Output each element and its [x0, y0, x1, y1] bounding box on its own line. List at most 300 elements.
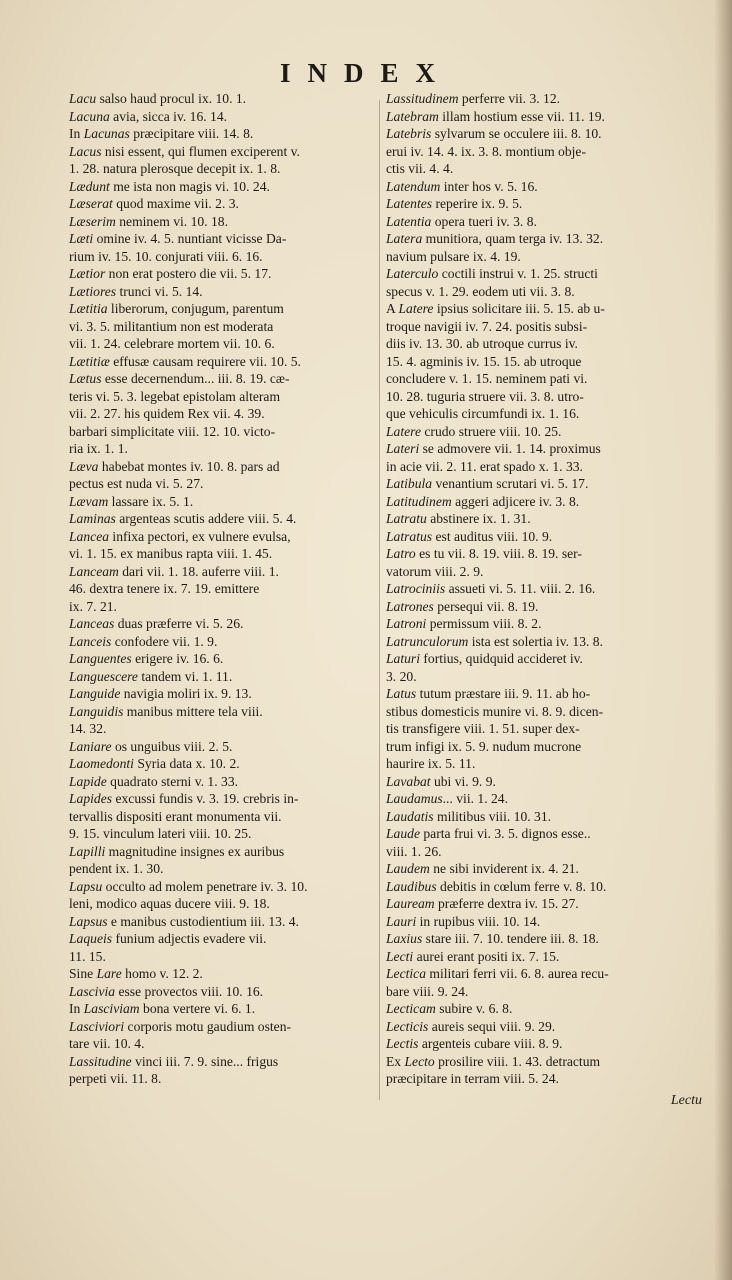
index-headword: Latera: [386, 231, 423, 246]
index-entry-line: [386, 213, 698, 231]
index-reference: esse provectos viii. 10. 16.: [115, 983, 264, 999]
index-entry-line: [69, 948, 374, 966]
index-entry-line: [386, 843, 698, 861]
index-entry-line: [69, 615, 374, 633]
index-entry-line: [69, 720, 374, 738]
index-reference: haurire ix. 5. 11.: [386, 756, 476, 771]
index-entry-line: [69, 1018, 374, 1036]
index-reference: navigia moliri ix. 9. 13.: [120, 686, 252, 701]
index-entry-line: [386, 143, 698, 161]
index-reference: bare viii. 9. 24.: [386, 983, 469, 999]
index-entry-line: [69, 213, 374, 231]
index-reference: fortius, quidquid accideret iv.: [420, 651, 583, 666]
index-headword: Lassitudinem: [386, 91, 459, 106]
index-reference: liberorum, conjugum, parentum: [107, 301, 284, 316]
index-reference: esse decernendum... iii. 8. 19. cæ-: [101, 371, 290, 386]
index-reference: 46. dextra tenere ix. 7. 19. emittere: [69, 581, 260, 596]
index-headword: Latibula: [386, 476, 433, 491]
index-headword: Lapide: [69, 773, 107, 789]
index-headword: Latentia: [386, 213, 432, 229]
index-entry-line: [386, 930, 698, 948]
index-reference: vi. 1. 15. ex manibus rapta viii. 1. 45.: [69, 546, 273, 561]
index-reference: ix. 7. 21.: [69, 598, 117, 614]
index-reference: In: [69, 1001, 84, 1016]
index-headword: Lectica: [386, 966, 427, 981]
index-entry-line: [69, 125, 374, 143]
index-entry-line: [69, 685, 374, 703]
index-entry-line: [69, 283, 374, 301]
index-reference: tis transfigere viii. 1. 51. super dex-: [386, 721, 580, 736]
index-entry-line: [386, 755, 698, 773]
index-reference: aggeri adjicere iv. 3. 8.: [451, 493, 580, 509]
index-reference: in acie vii. 2. 11. erat spado x. 1. 33.: [386, 458, 583, 474]
index-headword: Lætior: [69, 266, 106, 281]
index-reference: præcipitare viii. 14. 8.: [129, 126, 254, 141]
index-headword: Latus: [386, 686, 417, 701]
index-entry-line: [69, 930, 374, 948]
index-reference: ubi vi. 9. 9.: [430, 773, 496, 789]
index-reference: illam hostium esse vii. 11. 19.: [438, 108, 605, 124]
index-entry-line: [386, 248, 698, 266]
index-reference: præferre dextra iv. 15. 27.: [434, 896, 579, 911]
index-reference: 3. 20.: [386, 668, 417, 684]
index-reference: tandem vi. 1. 11.: [137, 668, 233, 684]
index-entry-line: [386, 720, 698, 738]
index-entry-line: [69, 353, 374, 371]
index-entry-line: [386, 178, 698, 196]
index-reference: corporis motu gaudium osten-: [124, 1018, 292, 1034]
index-headword: Laudibus: [386, 878, 437, 894]
index-entry-line: [386, 440, 698, 458]
index-entry-line: [69, 1070, 374, 1088]
index-entry-line: [69, 195, 374, 213]
index-headword: Languescere: [69, 668, 138, 684]
index-headword: Lævam: [69, 493, 109, 509]
index-reference: stare iii. 7. 10. tendere iii. 8. 18.: [422, 931, 599, 946]
index-entry-line: [69, 318, 374, 336]
index-headword: Lare: [96, 966, 122, 981]
index-reference: barbari simplicitate viii. 12. 10. victo-: [69, 423, 276, 439]
index-reference: 10. 28. tuguria struere vii. 3. 8. utro-: [386, 388, 584, 404]
index-entry-line: [69, 860, 374, 878]
index-entry-line: [386, 580, 698, 598]
index-headword: Latratus: [386, 528, 433, 544]
index-headword: Lanceas: [69, 616, 115, 631]
index-headword: Laomedonti: [69, 756, 134, 771]
index-reference: perferre vii. 3. 12.: [458, 91, 561, 106]
index-entry-line: [386, 615, 698, 633]
index-headword: Lascivia: [69, 983, 116, 999]
index-entry-line: [69, 160, 374, 178]
index-entry-line: [386, 545, 698, 563]
index-headword: Lapsu: [69, 878, 103, 894]
index-entry-line: [69, 913, 374, 931]
index-headword: Laudatis: [386, 808, 434, 824]
index-reference: vinci iii. 7. 9. sine... frigus: [131, 1053, 279, 1069]
index-entry-line: [69, 475, 374, 493]
index-reference: me ista non magis vi. 10. 24.: [109, 178, 270, 194]
index-reference: homo v. 12. 2.: [121, 966, 203, 981]
index-entry-line: [69, 738, 374, 756]
index-entry-line: [69, 755, 374, 773]
index-entry-line: [386, 965, 698, 983]
index-entry-line: [386, 738, 698, 756]
index-headword: Latentes: [386, 196, 433, 211]
index-headword: Læserat: [69, 196, 113, 211]
index-reference: erigere iv. 16. 6.: [131, 651, 224, 666]
index-reference: diis iv. 13. 30. ab utroque currus iv.: [386, 336, 578, 351]
index-entry-line: [386, 1035, 698, 1053]
index-entry-line: [69, 895, 374, 913]
index-headword: Latere: [398, 301, 434, 316]
index-reference: In: [69, 126, 84, 141]
index-headword: Laude: [386, 826, 420, 841]
index-reference: 11. 15.: [69, 948, 106, 964]
index-headword: Latitudinem: [386, 493, 452, 509]
index-reference: debitis in cœlum ferre v. 8. 10.: [436, 878, 607, 894]
index-headword: Lectis: [386, 1036, 419, 1051]
index-entry-line: [69, 90, 374, 108]
index-reference: vi. 3. 5. militantium non est moderata: [69, 318, 274, 334]
index-headword: Latro: [386, 546, 416, 561]
index-entry-line: [69, 598, 374, 616]
index-headword: Laterculo: [386, 266, 439, 281]
index-headword: Læti: [69, 231, 94, 246]
index-entry-line: [69, 143, 374, 161]
index-headword: Languide: [69, 686, 121, 701]
index-entry-line: [69, 388, 374, 406]
index-reference: in rupibus viii. 10. 14.: [416, 913, 541, 929]
index-entry-line: [69, 248, 374, 266]
index-entry-line: [386, 563, 698, 581]
index-entry-line: [69, 458, 374, 476]
index-reference: opera tueri iv. 3. 8.: [431, 213, 537, 229]
index-reference: coctili instrui v. 1. 25. structi: [438, 266, 598, 281]
index-entry-line: [386, 825, 698, 843]
index-headword: Latrones: [386, 598, 434, 614]
index-reference: aureis sequi viii. 9. 29.: [428, 1018, 556, 1034]
index-reference: omine iv. 4. 5. nuntiant vicisse Da-: [93, 231, 287, 246]
index-headword: Latendum: [386, 178, 441, 194]
index-entry-line: [69, 493, 374, 511]
index-entry-line: [69, 230, 374, 248]
index-headword: Latrunculorum: [386, 633, 469, 649]
index-reference: parta frui vi. 3. 5. dignos esse..: [419, 826, 591, 841]
index-entry-line: [386, 685, 698, 703]
index-reference: perpeti vii. 11. 8.: [69, 1071, 162, 1086]
index-reference: effusæ causam requirere vii. 10. 5.: [109, 353, 301, 369]
index-reference: se admovere vii. 1. 14. proximus: [419, 441, 601, 456]
index-entry-line: [386, 370, 698, 388]
index-headword: Lavabat: [386, 773, 431, 789]
index-entry-line: [69, 580, 374, 598]
index-reference: 9. 15. vinculum lateri viii. 10. 25.: [69, 826, 252, 841]
index-entry-line: [386, 195, 698, 213]
index-entry-line: [386, 1070, 698, 1088]
index-reference: pendent ix. 1. 30.: [69, 861, 164, 876]
index-reference: troque navigii iv. 7. 24. positis subsi-: [386, 318, 588, 334]
index-reference: ria ix. 1. 1.: [69, 441, 128, 456]
index-reference: ... vii. 1. 24.: [442, 791, 508, 806]
index-entry-line: [386, 598, 698, 616]
index-entry-line: [69, 423, 374, 441]
index-reference: dari vii. 1. 18. auferre viii. 1.: [118, 563, 279, 579]
index-headword: Lecti: [386, 948, 414, 964]
index-reference: assueti vi. 5. 11. viii. 2. 16.: [445, 581, 596, 596]
index-reference: Ex: [386, 1053, 405, 1069]
index-entry-line: [386, 300, 698, 318]
index-entry-line: [386, 388, 698, 406]
index-headword: Lasciviori: [69, 1018, 125, 1034]
index-headword: Laudamus: [386, 791, 443, 806]
index-headword: Lapides: [69, 791, 113, 806]
index-headword: Læva: [69, 458, 99, 474]
index-reference: militari ferri vii. 6. 8. aurea recu-: [426, 966, 609, 981]
page-heading: INDEX: [279, 58, 452, 88]
index-reference: abstinere ix. 1. 31.: [426, 511, 531, 526]
index-entry-line: [69, 1053, 374, 1071]
index-entry-line: [69, 335, 374, 353]
index-reference: Sine: [69, 966, 97, 981]
index-entry-line: [386, 1018, 698, 1036]
index-reference: trunci vi. 5. 14.: [116, 283, 203, 299]
index-headword: Latebris: [386, 126, 432, 141]
index-entry-line: [69, 843, 374, 861]
index-entry-line: [69, 983, 374, 1001]
index-headword: Lacuna: [69, 108, 110, 124]
index-reference: inter hos v. 5. 16.: [440, 178, 538, 194]
index-headword: Lecto: [404, 1053, 435, 1069]
index-entry-line: [386, 1000, 698, 1018]
index-entry-line: [386, 160, 698, 178]
index-reference: leni, modico aquas ducere viii. 9. 18.: [69, 896, 270, 911]
index-headword: Laturi: [386, 651, 420, 666]
index-reference: avia, sicca iv. 16. 14.: [109, 108, 228, 124]
index-entry-line: [69, 563, 374, 581]
index-entry-line: [69, 633, 374, 651]
index-headword: Lædunt: [69, 178, 110, 194]
index-reference: nisi essent, qui flumen exciperent v.: [101, 143, 300, 159]
index-reference: salso haud procul ix. 10. 1.: [96, 91, 247, 106]
index-reference: concludere v. 1. 15. neminem pati vi.: [386, 371, 588, 386]
index-headword: Latere: [386, 423, 421, 439]
index-headword: Lætus: [69, 371, 102, 386]
index-entry-line: [386, 108, 698, 126]
index-headword: Languentes: [69, 651, 132, 666]
index-entry-line: [386, 353, 698, 371]
index-reference: aurei erant positi ix. 7. 15.: [413, 948, 560, 964]
index-headword: Latebram: [386, 108, 439, 124]
index-reference: reperire ix. 9. 5.: [432, 196, 523, 211]
index-reference: ista est solertia iv. 13. 8.: [468, 633, 603, 649]
index-headword: Lassitudine: [69, 1053, 132, 1069]
index-reference: venantium scrutari vi. 5. 17.: [432, 476, 589, 491]
page-edge-shadow: [714, 0, 732, 1280]
index-reference: erui iv. 14. 4. ix. 3. 8. montium obje-: [386, 143, 586, 159]
index-headword: Lecticis: [386, 1018, 429, 1034]
index-reference: lassare ix. 5. 1.: [108, 493, 194, 509]
index-reference: e manibus custodientium iii. 13. 4.: [107, 913, 299, 929]
index-entry-line: [69, 703, 374, 721]
index-reference: trum infigi ix. 5. 9. nudum mucrone: [386, 738, 582, 754]
index-headword: Lapsus: [69, 913, 108, 929]
index-reference: ctis vii. 4. 4.: [386, 161, 454, 176]
index-headword: Lasciviam: [83, 1001, 140, 1016]
index-entry-line: [69, 300, 374, 318]
index-entry-line: [386, 265, 698, 283]
index-entry-line: [386, 493, 698, 511]
index-reference: navium pulsare ix. 4. 19.: [386, 248, 521, 264]
index-headword: Lauream: [386, 896, 435, 911]
index-headword: Lætitiæ: [69, 353, 110, 369]
index-headword: Laxius: [386, 931, 423, 946]
index-entry-line: [69, 405, 374, 423]
index-reference: tervallis dispositi erant monumenta vii.: [69, 808, 282, 824]
index-reference: os unguibus viii. 2. 5.: [111, 738, 233, 754]
index-reference: occulto ad molem penetrare iv. 3. 10.: [102, 878, 308, 894]
index-reference: vii. 2. 27. his quidem Rex vii. 4. 39.: [69, 406, 265, 421]
index-reference: crudo struere viii. 10. 25.: [421, 423, 562, 439]
index-reference: bona vertere vi. 6. 1.: [139, 1001, 256, 1016]
index-reference: infixa pectori, ex vulnere evulsa,: [109, 528, 291, 544]
index-reference: habebat montes iv. 10. 8. pars ad: [98, 458, 280, 474]
index-reference: subire v. 6. 8.: [435, 1001, 513, 1016]
index-entry-line: [386, 423, 698, 441]
index-reference: excussi fundis v. 3. 19. crebris in-: [112, 791, 299, 806]
index-headword: Laniare: [69, 738, 112, 754]
index-reference: sylvarum se occulere iii. 8. 10.: [431, 126, 602, 141]
index-headword: Laudem: [386, 861, 430, 876]
index-headword: Latroni: [386, 616, 427, 631]
index-reference: est auditus viii. 10. 9.: [432, 528, 553, 544]
index-reference: A: [386, 301, 399, 316]
index-entry-line: [386, 773, 698, 791]
index-entry-line: [69, 440, 374, 458]
index-reference: vii. 1. 24. celebrare mortem vii. 10. 6.: [69, 336, 275, 351]
index-headword: Lecticam: [386, 1001, 436, 1016]
index-reference: ne sibi inviderent ix. 4. 21.: [429, 861, 579, 876]
catchword: Lectu: [670, 1093, 702, 1108]
index-reference: manibus mittere tela viii.: [123, 703, 263, 719]
index-entry-line: [386, 703, 698, 721]
index-entry-line: [386, 510, 698, 528]
index-reference: persequi vii. 8. 19.: [433, 598, 539, 614]
index-reference: es tu vii. 8. 19. viii. 8. 19. ser-: [415, 546, 582, 561]
index-entry-line: [69, 545, 374, 563]
index-entry-line: [386, 528, 698, 546]
index-reference: pectus est nuda vi. 5. 27.: [69, 476, 204, 491]
index-reference: tutum præstare iii. 9. 11. ab ho-: [416, 686, 591, 701]
index-headword: Lacus: [69, 143, 102, 159]
index-reference: militibus viii. 10. 31.: [433, 808, 552, 824]
index-entry-line: [69, 650, 374, 668]
index-entry-line: [69, 1035, 374, 1053]
index-entry-line: [69, 668, 374, 686]
index-reference: viii. 1. 26.: [386, 843, 442, 859]
index-entry-line: [386, 668, 698, 686]
index-entry-line: [69, 878, 374, 896]
index-reference: 15. 4. agminis iv. 15. 15. ab utroque: [386, 353, 582, 369]
index-entry-line: [69, 528, 374, 546]
index-reference: stibus domesticis munire vi. 8. 9. dicen-: [386, 703, 604, 719]
index-reference: magnitudine insignes ex auribus: [105, 843, 285, 859]
index-entry-line: [386, 90, 698, 108]
index-reference: specus v. 1. 29. eodem uti vii. 3. 8.: [386, 283, 575, 299]
index-reference: permissum viii. 8. 2.: [426, 616, 542, 631]
index-headword: Lapilli: [69, 843, 106, 859]
index-entry-line: [386, 405, 698, 423]
index-entry-line: [69, 510, 374, 528]
index-headword: Lateri: [386, 441, 420, 456]
index-entry-line: [386, 633, 698, 651]
index-reference: argenteas scutis addere viii. 5. 4.: [115, 511, 297, 526]
index-entry-line: [69, 808, 374, 826]
index-entry-line: [69, 178, 374, 196]
index-entry-line: [386, 913, 698, 931]
index-entry-line: [69, 773, 374, 791]
index-reference: 1. 28. natura plerosque decepit ix. 1. 8.: [69, 161, 281, 176]
index-entry-line: [386, 790, 698, 808]
index-headword: Lauri: [386, 913, 417, 929]
index-reference: tare vii. 10. 4.: [69, 1036, 145, 1051]
index-headword: Lancea: [69, 528, 110, 544]
index-reference: teris vi. 5. 3. legebat epistolam alteram: [69, 388, 281, 404]
index-entry-line: [386, 458, 698, 476]
index-reference: prosilire viii. 1. 43. detractum: [434, 1053, 601, 1069]
index-entry-line: [69, 265, 374, 283]
index-reference: confodere vii. 1. 9.: [111, 633, 218, 649]
index-reference: vatorum viii. 2. 9.: [386, 563, 484, 579]
index-entry-line: [386, 283, 698, 301]
index-entry-line: [386, 1053, 698, 1071]
index-entry-line: [386, 318, 698, 336]
index-entry-line: [386, 878, 698, 896]
index-entry-line: [386, 860, 698, 878]
index-entry-line: [386, 650, 698, 668]
index-entry-line: [386, 895, 698, 913]
index-headword: Læserim: [69, 213, 116, 229]
index-entry-line: [69, 965, 374, 983]
index-reference: rium iv. 15. 10. conjurati viii. 6. 16.: [69, 248, 263, 264]
column-divider: [379, 100, 380, 1100]
index-column-left: [69, 90, 374, 1088]
index-reference: duas præferre vi. 5. 26.: [114, 616, 244, 631]
index-headword: Latrociniis: [386, 581, 446, 596]
index-headword: Laminas: [69, 511, 116, 526]
index-reference: 14. 32.: [69, 721, 107, 736]
index-entry-line: [386, 948, 698, 966]
index-entry-line: [69, 108, 374, 126]
index-entry-line: [69, 790, 374, 808]
index-reference: ipsius solicitare iii. 5. 15. ab u-: [433, 301, 605, 316]
index-entry-line: [386, 983, 698, 1001]
index-reference: quod maxime vii. 2. 3.: [112, 196, 239, 211]
index-headword: Languidis: [69, 703, 124, 719]
index-column-right: [386, 90, 698, 1088]
index-reference: que vehiculis circumfundi ix. 1. 16.: [386, 406, 580, 421]
index-headword: Lacu: [69, 91, 97, 106]
index-headword: Latratu: [386, 511, 427, 526]
index-reference: non erat postero die vii. 5. 17.: [105, 266, 272, 281]
index-headword: Laqueis: [69, 931, 113, 946]
index-headword: Lanceam: [69, 563, 119, 579]
index-entry-line: [386, 335, 698, 353]
index-headword: Lanceis: [69, 633, 112, 649]
index-reference: neminem vi. 10. 18.: [115, 213, 228, 229]
index-reference: munitiora, quam terga iv. 13. 32.: [422, 231, 604, 246]
index-entry-line: [69, 1000, 374, 1018]
index-entry-line: [69, 825, 374, 843]
